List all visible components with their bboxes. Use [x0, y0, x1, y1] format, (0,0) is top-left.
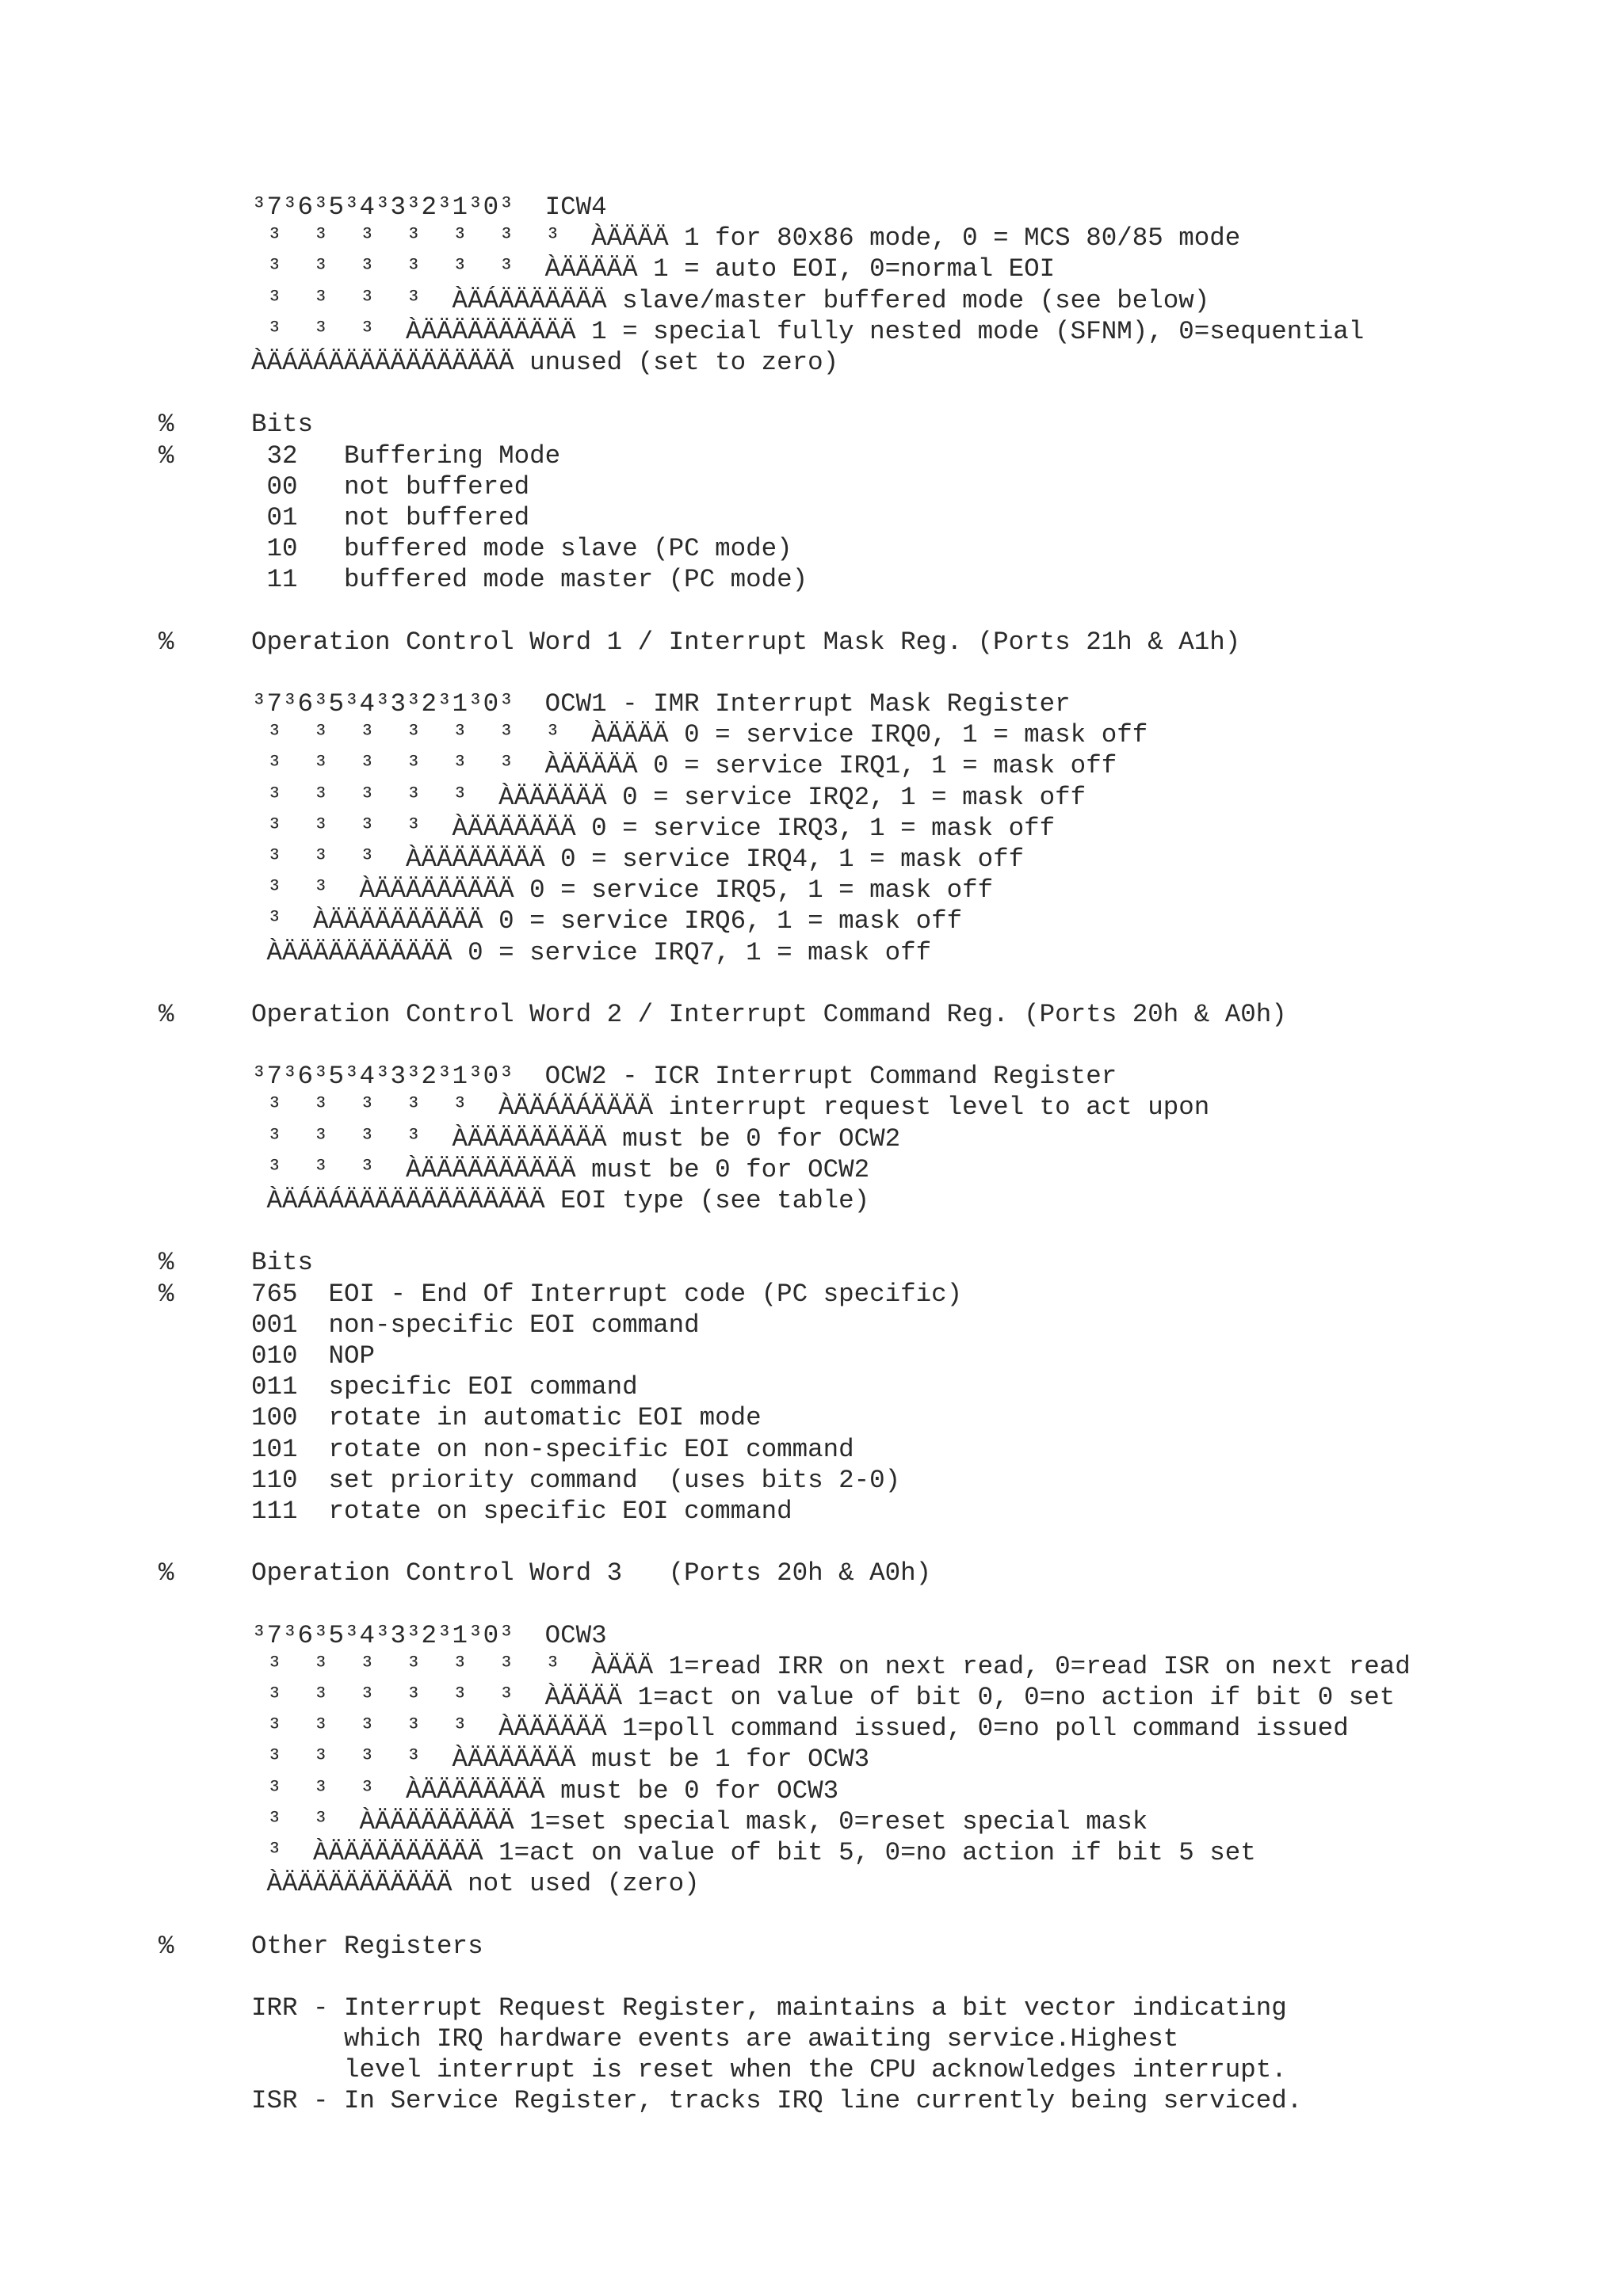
text-line: ³ ³ ³ ³ ³ ³ ÀÄÄÄÄ 1=act on value of bit 0, 0=no action if bit 0 set: [158, 1683, 1396, 1712]
text-line: ÀÄÁÄÁÄÄÄÄÄÄÄÄÄÄÄÄ unused (set to zero): [158, 347, 839, 377]
text-line: % 765 EOI - End Of Interrupt code (PC specific): [158, 1279, 963, 1309]
text-line: % Bits: [158, 410, 314, 440]
text-line: ÀÄÄÄÄÄÄÄÄÄÄÄ 0 = service IRQ7, 1 = mask off: [158, 937, 932, 967]
text-line: % Operation Control Word 2 / Interrupt Command Reg. (Ports 20h & A0h): [158, 999, 1287, 1029]
text-line: ³7³6³5³4³3³2³1³0³ ICW4: [158, 193, 607, 222]
text-line: ISR - In Service Register, tracks IRQ line currently being serviced.: [158, 2086, 1303, 2116]
blank-line: [158, 1899, 1601, 1930]
text-line: ³ ³ ³ ³ ³ ÀÄÄÄÄÄÄ 0 = service IRQ2, 1 = mask off: [158, 782, 1086, 812]
text-line: ³ ³ ³ ³ ³ ÀÄÄÄÄÄÄ 1=poll command issued, 0=no poll command issued: [158, 1714, 1349, 1744]
text-line: 10 buffered mode slave (PC mode): [158, 534, 792, 564]
text-line: ³ ³ ³ ³ ³ ³ ³ ÀÄÄÄ 1=read IRR on next read, 0=read ISR on next read: [158, 1651, 1411, 1681]
text-line: ³7³6³5³4³3³2³1³0³ OCW3: [158, 1620, 607, 1650]
text-line: 01 not buffered: [158, 502, 530, 532]
blank-line: [158, 595, 1601, 626]
blank-line: [158, 658, 1601, 688]
text-line: 110 set priority command (uses bits 2-0): [158, 1465, 901, 1495]
blank-line: [158, 1216, 1601, 1247]
text-line: ³ ³ ³ ³ ÀÄÁÄÄÄÄÄÄÄ slave/master buffered mode (see below): [158, 285, 1210, 315]
text-line: % Bits: [158, 1248, 314, 1278]
text-line: ³ ³ ³ ³ ³ ÀÄÄÁÄÁÄÄÄÄ interrupt request level to act upon: [158, 1093, 1210, 1123]
text-line: ³7³6³5³4³3³2³1³0³ OCW1 - IMR Interrupt Mask Register: [158, 689, 1071, 719]
text-line: 001 non-specific EOI command: [158, 1310, 700, 1340]
text-line: % Other Registers: [158, 1931, 483, 1961]
text-line: ³ ³ ³ ³ ³ ³ ³ ÀÄÄÄÄ 1 for 80x86 mode, 0 = MCS 80/85 mode: [158, 223, 1241, 254]
text-line: level interrupt is reset when the CPU acknowledges interrupt.: [158, 2055, 1287, 2085]
blank-line: [158, 378, 1601, 409]
blank-line: [158, 1527, 1601, 1558]
text-line: ³ ³ ³ ³ ³ ³ ÀÄÄÄÄÄ 1 = auto EOI, 0=normal EOI: [158, 254, 1056, 284]
text-line: 00 not buffered: [158, 471, 530, 502]
text-line: 100 rotate in automatic EOI mode: [158, 1403, 762, 1433]
text-line: ³ ³ ³ ÀÄÄÄÄÄÄÄÄÄÄ must be 0 for OCW2: [158, 1154, 870, 1184]
text-line: ³ ³ ÀÄÄÄÄÄÄÄÄÄ 1=set special mask, 0=reset special mask: [158, 1806, 1148, 1836]
text-line: ³ ³ ³ ³ ³ ³ ³ ÀÄÄÄÄ 0 = service IRQ0, 1 = mask off: [158, 720, 1148, 750]
blank-line: [158, 1589, 1601, 1619]
text-line: which IRQ hardware events are awaiting service.Highest: [158, 2024, 1179, 2054]
text-line: IRR - Interrupt Request Register, maintains a bit vector indicating: [158, 1993, 1287, 2023]
text-line: ÀÄÄÄÄÄÄÄÄÄÄÄ not used (zero): [158, 1869, 700, 1899]
text-line: ³ ³ ³ ³ ÀÄÄÄÄÄÄÄ 0 = service IRQ3, 1 = mask off: [158, 813, 1056, 843]
text-line: ÀÄÁÄÁÄÄÄÄÄÄÄÄÄÄÄÄÄ EOI type (see table): [158, 1186, 870, 1215]
text-line: 010 NOP: [158, 1341, 376, 1371]
blank-line: [158, 1962, 1601, 1993]
document-body: [158, 192, 1601, 2117]
text-line: ³ ÀÄÄÄÄÄÄÄÄÄÄ 1=act on value of bit 5, 0=no action if bit 5 set: [158, 1837, 1256, 1867]
text-line: ³7³6³5³4³3³2³1³0³ OCW2 - ICR Interrupt Command Register: [158, 1062, 1117, 1092]
text-line: ³ ³ ÀÄÄÄÄÄÄÄÄÄ 0 = service IRQ5, 1 = mask off: [158, 875, 994, 906]
text-line: % Operation Control Word 1 / Interrupt Mask Reg. (Ports 21h & A1h): [158, 627, 1241, 657]
text-line: ³ ³ ³ ÀÄÄÄÄÄÄÄÄÄÄ 1 = special fully nested mode (SFNM), 0=sequential: [158, 316, 1365, 346]
text-line: ³ ³ ³ ³ ³ ³ ÀÄÄÄÄÄ 0 = service IRQ1, 1 = mask off: [158, 751, 1117, 781]
text-line: 111 rotate on specific EOI command: [158, 1496, 792, 1526]
text-line: % 32 Buffering Mode: [158, 441, 561, 471]
blank-line: [158, 968, 1601, 999]
text-line: ³ ³ ³ ÀÄÄÄÄÄÄÄÄ must be 0 for OCW3: [158, 1775, 839, 1806]
text-line: % Operation Control Word 3 (Ports 20h & A0h): [158, 1558, 932, 1589]
blank-line: [158, 1030, 1601, 1061]
text-line: ³ ÀÄÄÄÄÄÄÄÄÄÄ 0 = service IRQ6, 1 = mask off: [158, 906, 963, 936]
text-line: ³ ³ ³ ÀÄÄÄÄÄÄÄÄ 0 = service IRQ4, 1 = mask off: [158, 844, 1025, 874]
text-line: ³ ³ ³ ³ ÀÄÄÄÄÄÄÄÄÄ must be 0 for OCW2: [158, 1123, 901, 1154]
text-line: 011 specific EOI command: [158, 1372, 638, 1402]
text-line: 101 rotate on non-specific EOI command: [158, 1434, 854, 1464]
text-line: ³ ³ ³ ³ ÀÄÄÄÄÄÄÄ must be 1 for OCW3: [158, 1745, 870, 1775]
text-line: 11 buffered mode master (PC mode): [158, 565, 808, 595]
